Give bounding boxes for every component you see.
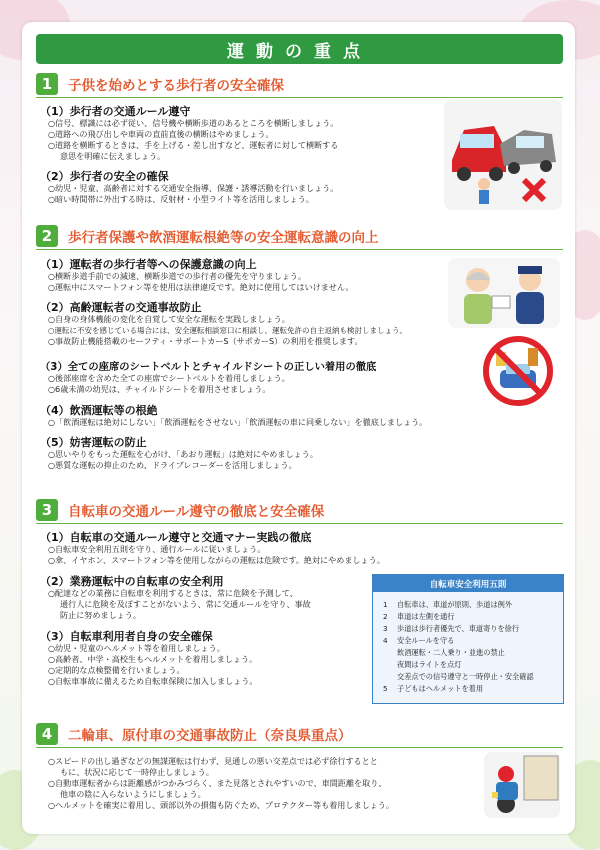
text-line: ○6歳未満の幼児は、チャイルドシートを着用させましょう。	[48, 384, 271, 394]
text-line: ○ヘルメットを確実に着用し、頭部以外の損傷も防ぐため、プロテクター等も着用しましょう。	[48, 800, 394, 810]
text-line: もに、状況に応じて一時停止しましょう。	[60, 767, 214, 777]
bike-rule-row	[383, 648, 505, 658]
text-line: ○スピードの出し過ぎなどの無謀運転は行わず、見通しの悪い交差点では必ず徐行するとと	[48, 756, 378, 766]
rule-number: 2	[383, 612, 388, 621]
rule-text: 飲酒運転・二人乗り・並進の禁止	[397, 648, 505, 657]
bike-rule-row	[383, 612, 455, 622]
section-title: 二輪車、原付車の交通事故防止（奈良県重点）	[68, 728, 352, 744]
elderly-driver-illustration	[448, 258, 560, 328]
rule-number: 1	[383, 600, 388, 609]
section-title: 自転車の交通ルール遵守の徹底と安全確保	[68, 504, 325, 520]
text-line: ○後部座席を含めた全ての座席でシートベルトを着用しましょう。	[48, 373, 290, 383]
rule-number: 4	[383, 636, 388, 645]
bike-rule-row	[383, 636, 454, 646]
section-title: 子供を始めとする歩行者の安全確保	[68, 78, 284, 94]
section-number: 2	[36, 225, 58, 247]
text-line: ○傘、イヤホン、スマートフォン等を使用しながらの運転は危険です。絶対にやめましょう。	[48, 555, 385, 565]
bike-rule-row	[383, 684, 483, 694]
text-line: ○道路を横断するときは、手を上げる・差し出すなど、運転者に対して横断する	[48, 140, 339, 150]
text-line: ○道路への飛び出しや車両の直前直後の横断はやめましょう。	[48, 129, 274, 139]
subheading: （5）妨害運転の防止	[40, 436, 147, 449]
no-drunk-driving-illustration	[478, 334, 560, 408]
section-number: 3	[36, 499, 58, 521]
section-divider	[36, 97, 563, 98]
text-line: ○自身の身体機能の変化を自覚して安全な運転を実践しましょう。	[48, 314, 290, 324]
rule-text: 歩道は歩行者優先で、車道寄りを徐行	[397, 624, 520, 633]
text-line: ○運転に不安を感じている場合には、安全運転相談窓口に相談し、運転免許の自主返納も検討しましょう。	[48, 326, 408, 335]
section-divider	[36, 747, 563, 748]
bike-safety-rules-box	[372, 574, 564, 704]
subheading: （2）歩行者の安全の確保	[40, 170, 169, 183]
text-line: ○自転車事故に備えるため自転車保険に加入しましょう。	[48, 676, 258, 686]
text-line: ○暗い時間帯に外出する時は、反射材・小型ライト等を活用しましょう。	[48, 194, 314, 204]
subheading: （1）自転車の交通ルール遵守と交通マナー実践の徹底	[40, 531, 312, 544]
text-line: 通行人に危険を及ぼすことがないよう、常に交通ルールを守り、事故	[60, 599, 311, 609]
rule-text: 自転車は、車道が原則、歩道は例外	[397, 600, 513, 609]
bike-rule-row	[383, 672, 534, 682]
text-line: ○運転中にスマートフォン等を使用は法律違反です。絶対に使用してはいけません。	[48, 282, 354, 292]
section-1-header	[36, 72, 436, 96]
text-line: ○配達などの業務に自転車を利用するときは、常に危険を予測して、	[48, 588, 298, 598]
bike-rule-row	[383, 600, 512, 610]
subheading: （3）全ての座席のシートベルトとチャイルドシートの正しい着用の徹底	[40, 361, 377, 373]
section-title: 歩行者保護や飲酒運転根絶等の安全運転意識の向上	[68, 230, 379, 246]
text-line: ○悪質な運転の抑止のため、ドライブレコーダーを活用しましょう。	[48, 460, 297, 470]
section-divider	[36, 523, 563, 524]
rule-text: 子どもはヘルメットを着用	[397, 684, 484, 693]
page-title: 運動の重点	[36, 34, 563, 64]
section-divider	[36, 249, 563, 250]
subheading: （1）歩行者の交通ルール遵守	[40, 105, 191, 118]
motorcycle-illustration	[484, 752, 560, 818]
text-line: ○高齢者、中学・高校生もヘルメットを着用しましょう。	[48, 654, 258, 664]
subheading: （3）自転車利用者自身の安全確保	[40, 630, 213, 643]
section-4-header	[36, 722, 436, 746]
section-2-header	[36, 224, 436, 248]
subheading: （2）業務運転中の自転車の安全利用	[40, 575, 224, 588]
section-number: 4	[36, 723, 58, 745]
bike-rule-row	[383, 660, 461, 670]
text-line: ○自転車安全利用五則を守り、通行ルールに従いましょう。	[48, 544, 266, 554]
section-number: 1	[36, 73, 58, 95]
text-line: ○幼児・児童のヘルメット等を着用しましょう。	[48, 643, 225, 653]
text-line: ○幼児・児童、高齢者に対する交通安全指導、保護・誘導活動を行いましょう。	[48, 183, 339, 193]
section-3-header	[36, 498, 436, 522]
rule-number: 5	[383, 684, 388, 693]
text-line: ○思いやりをもった運転を心がけ、「あおり運転」は絶対にやめましょう。	[48, 449, 318, 459]
rule-text: 車道は左側を通行	[397, 612, 455, 621]
text-line: ○「飲酒運転は絶対にしない」「飲酒運転をさせない」「飲酒運転の車に同乗しない」を徹底しましょう。	[48, 417, 428, 427]
subheading: （4）飲酒運転等の根絶	[40, 404, 158, 417]
text-line: ○事故防止機能搭載のセーフティ・サポートカーS（サポカーS）の利用を推奨します。	[48, 336, 363, 346]
rule-number: 3	[383, 624, 388, 633]
text-line: ○自動車運転者からは距離感がつかみづらく、また見落とされやすいので、車間距離を取り、	[48, 778, 387, 788]
text-line: ○定期的な点検整備を行いましょう。	[48, 665, 185, 675]
text-line: 他車の陰に入らないようにしましょう。	[60, 789, 206, 799]
rule-text: 安全ルールを守る	[397, 636, 455, 645]
pedestrian-illustration	[444, 100, 562, 210]
bike-rules-title: 自転車安全利用五則	[373, 575, 563, 592]
bike-rule-row	[383, 624, 519, 634]
text-line: ○信号、標識には必ず従い、信号機や横断歩道のあるところを横断しましょう。	[48, 118, 339, 128]
subheading: （1）運転者の歩行者等への保護意識の向上	[40, 258, 257, 271]
text-line: ○横断歩道手前での減速、横断歩道での歩行者の優先を守りましょう。	[48, 271, 306, 281]
subheading: （2）高齢運転者の交通事故防止	[40, 301, 202, 314]
text-line: 意思を明確に伝えましょう。	[60, 151, 166, 161]
text-line: 防止に努めましょう。	[60, 610, 141, 620]
rule-text: 交差点での信号遵守と一時停止・安全確認	[397, 672, 534, 681]
rule-text: 夜間はライトを点灯	[397, 660, 462, 669]
